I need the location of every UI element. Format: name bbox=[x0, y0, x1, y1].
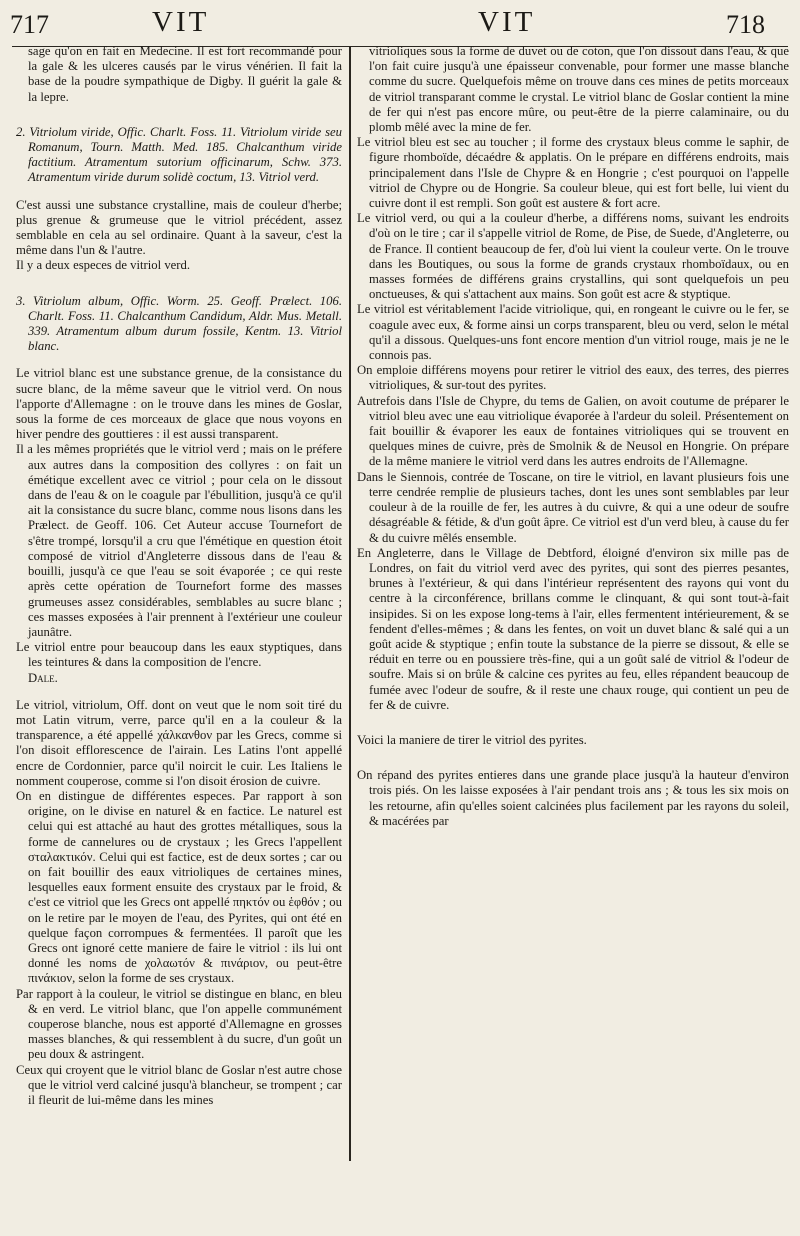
right-column bbox=[357, 44, 789, 829]
synonymy-entry: 3. Vitriolum album, Offic. Worm. 25. Geoff. Prælect. 106. Charlt. Foss. 11. Chalcanthum Candidum, Aldr. Mus. Metall. 339. Atramentum album durum fossile, Kentm. 13. Vitriol blanc. bbox=[16, 293, 342, 354]
paragraph: Autrefois dans l'Isle de Chypre, du tems de Galien, on avoit coutume de préparer le vitriol bleu avec une eau vitriolique évaporée à l'ardeur du soleil. Présentement on fait bouillir & évaporer les eaux de fontaines vitrioliques qui se trouvent en quelques mines de cuivre, près de Smolnik & de Neusol en Hongrie. On prépare de la même maniere le vitriol verd dans les autres endroits de l'Allemagne. bbox=[357, 393, 789, 469]
paragraph: Dans le Siennois, contrée de Toscane, on tire le vitriol, en lavant plusieurs fois une terre cendrée remplie de plusieurs taches, dont les unes sont semblables par leur couleur à de la rouille de fer, les autres à du cuivre, & qui a une odeur de soufre désagréable & fétide, & d'un goût âpre. Ce vitriol est d'un verd bleu, à cause du fer & du cuivre mêlés ensemble. bbox=[357, 469, 789, 545]
paragraph: C'est aussi une substance crystalline, mais de couleur d'herbe; plus grenue & grumeuse que le vitriol précédent, assez semblable en cela au sel ordinaire. Quant à la saveur, c'est la même dans l'un & l'autre. bbox=[16, 197, 342, 258]
paragraph: Il y a deux especes de vitriol verd. bbox=[16, 258, 191, 273]
page-number-left: 717 bbox=[10, 10, 49, 39]
paragraph: On répand des pyrites entieres dans une grande place jusqu'à la hauteur d'environ trois piés. On les laisse exposées à l'air pendant trois ans ; & tous les six mois on les retourne, afin qu'elles soient calcinées plus facilement par les rayons du soleil, & macérées par bbox=[357, 768, 789, 828]
left-column bbox=[16, 44, 342, 1108]
synonymy-entry: 2. Vitriolum viride, Offic. Charlt. Foss. 11. Vitriolum viride seu Romanum, Tourn. Matth. Med. 185. Chalcanthum viride factitium. Atramentum sutorium officinarum, Schw. 373. Atramentum viride durum solidè coctum, 13. Vitriol verd. bbox=[16, 124, 342, 185]
paragraph: vitrioliques sous la forme de duvet ou de coton, que l'on dissout dans l'eau, & que l'on fait cuire jusqu'à une épaisseur convenable, pour former une masse blanche comme du sucre. Quelquefois même on trouve dans ces mines de petits morceaux de vitriol transparant comme le crystal. Le vitriol blanc de Goslar contient la mine de fer qui n'est pas encore mûre, ou peut-être de la pierre calaminaire, ou du plomb mêlé avec la mine de fer. bbox=[369, 44, 789, 135]
running-title-right: VIT bbox=[478, 6, 536, 38]
paragraph: Le vitriol blanc est une substance grenue, de la consistance du sucre blanc, de la même saveur que le vitriol verd. On nous l'apporte d'Allemagne : on le trouve dans les mines de Goslar, sous la forme de ces morceaux de glace que nous voyons en hiver pendre des gouttieres : il est aussi transparent. bbox=[16, 366, 342, 442]
paragraph: On emploie différens moyens pour retirer le vitriol des eaux, des terres, des pierres vitrioliques, & sur-tout des pyrites. bbox=[357, 363, 789, 393]
paragraph: Le vitriol bleu est sec au toucher ; il forme des crystaux bleus comme le saphir, de figure rhomboïde, décaédre & applatis. On le prépare en différens endroits, mais principalement dans l'Isle de Chypre & en Hongrie ; c'est pourquoi on l'appelle vitriol de Chypre ou de Hongrie. Sa couleur bleue, qui est fort belle, lui vient du cuivre dont il est rempli. Son goût est austere & fort acre. bbox=[357, 135, 789, 211]
paragraph: Le vitriol, vitriolum, Off. dont on veut que le nom soit tiré du mot Latin vitrum, verre, parce qu'il en a la couleur & la transparence, a été appellé χάλκανθον par les Grecs, comme si l'on disoit efflorescence de l'airain. Les Latins l'ont appellé encre de Cordonnier, parce qu'il noircit le cuir. Les Italiens le nomment couperose, comme si l'on disoit érosion de cuivre. bbox=[16, 697, 342, 788]
page-number-right: 718 bbox=[726, 10, 765, 39]
paragraph: Le vitriol entre pour beaucoup dans les eaux styptiques, dans les teintures & dans la composition de l'encre. bbox=[16, 640, 342, 670]
column-divider bbox=[349, 46, 351, 1161]
paragraph: Par rapport à la couleur, le vitriol se distingue en blanc, en bleu & en verd. Le vitriol blanc, que l'on appelle communément couperose blanche, nous est apporté d'Allemagne en grosses masses blanches, & qui ressemblent à du sucre, d'un goût un peu doux & astringent. bbox=[16, 986, 342, 1062]
paragraph: Ceux qui croyent que le vitriol blanc de Goslar n'est autre chose que le vitriol verd calciné jusqu'à blancheur, se trompent ; car il fleurit de lui-même dans les mines bbox=[16, 1062, 342, 1107]
running-title-left: VIT bbox=[152, 6, 210, 38]
paragraph: sage qu'on en fait en Medecine. Il est fort recommandé pour la gale & les ulceres causés par le virus vénérien. Il fait la base de la poudre sympathique de Digby. Il guérit la gale & la lepre. bbox=[28, 44, 342, 104]
paragraph: Le vitriol est véritablement l'acide vitriolique, qui, en rongeant le cuivre ou le fer, se coagule avec eux, & forme ainsi un corps transparent, bleu ou verd, selon le métal qu'il a dissous. Quelques-uns font encore mention d'un vitriol rouge, mais je ne le connois pas. bbox=[357, 302, 789, 363]
paragraph: On en distingue de différentes especes. Par rapport à son origine, on le divise en naturel & en factice. Le naturel est celui qui est attaché au haut des grottes métalliques, sous la forme de cannelures ou de crystaux ; les Grecs l'appellent σταλακτικόν. Celui qui est factice, est de deux sortes ; car ou on fait bouillir des eaux vitrioliques de certaines mines, lesquelles eaux forment ensuite des crystaux par le froid, & c'est ce vitriol que les Grecs ont appellé πηκτόν ou ἑφθόν ; ou on le retire par le moyen de l'eau, des Pyrites, qui ont été en quelque façon corrompues & fermentées. Il paroît que les Grecs ont ignoré cette maniere de faire le vitriol : ils lui ont donné les noms de χολαωτόν & πινάριον, ou peut-être πινάκιον, selon la forme de ses crystaux. bbox=[16, 788, 342, 986]
author-signature: Dale. bbox=[28, 670, 58, 685]
paragraph: En Angleterre, dans le Village de Debtford, éloigné d'environ six mille pas de Londres, on fait du vitriol verd avec des pyrites, qui sont des pierres pesantes, brunes à l'extérieur, & qui dans l'intérieur représentent des rayons qui vont du centre à la circonférence, brillans comme le clinquant, & qui sont tout-à-fait insipides. Si on les expose long-tems à l'air, elles fermentent intérieurement, & se fendent d'elles-mêmes ; & dans les fentes, on voit un duvet blanc & salé qui a un goût acide & styptique ; enfin toute la substance de la pierre se dissout, & elle se réduit en terre ou en poussiere très-fine, qui a un goût salé de vitriol & l'odeur de soufre. Mais si on brûle & calcine ces pyrites au feu, elles répandent beaucoup de fumée avec l'odeur de soufre, & il reste une chaux rouge, qui contient un peu de fer & de cuivre. bbox=[357, 545, 789, 712]
paragraph: Il a les mêmes propriétés que le vitriol verd ; mais on le préfere aux autres dans la composition des collyres : on fait un émétique excellent avec ce vitriol ; pour cela on le dissout dans de l'eau & on le coagule par l'ébullition, jusqu'à ce qu'il ait la consistance du sucre blanc, comme nous lisons dans les Prælect. de Geoff. 106. Cet Auteur accuse Tournefort de s'être trompé, lorsqu'il a cru que l'émétique en question étoit composé de vitriol d'Angleterre dissous dans de l'eau & bouilli, jusqu'à ce que l'eau se soit évaporée ; ce qui reste après cette opération de Tournefort forme des masses grumeuses assez considérables, semblables au sucre blanc ; ces masses exposées à l'air prennent à l'extérieur une couleur jaunâtre. bbox=[16, 442, 342, 639]
section-heading: Voici la maniere de tirer le vitriol des pyrites. bbox=[357, 732, 587, 747]
paragraph: Le vitriol verd, ou qui a la couleur d'herbe, a différens noms, suivant les endroits d'où on le tire ; car il s'appelle vitriol de Rome, de Pise, de Suede, d'Angleterre, ou de France. Il contient beaucoup de fer, d'où lui vient la couleur verte. On le trouve dans les Boutiques, ou sous la forme de grands crystaux rhomboïdaux, ou en masses formées de différens grains crystallins, qui sont quelquefois un peu onctueuses, & qui s'attachent aux mains. Son goût est acre & styptique. bbox=[357, 211, 789, 302]
